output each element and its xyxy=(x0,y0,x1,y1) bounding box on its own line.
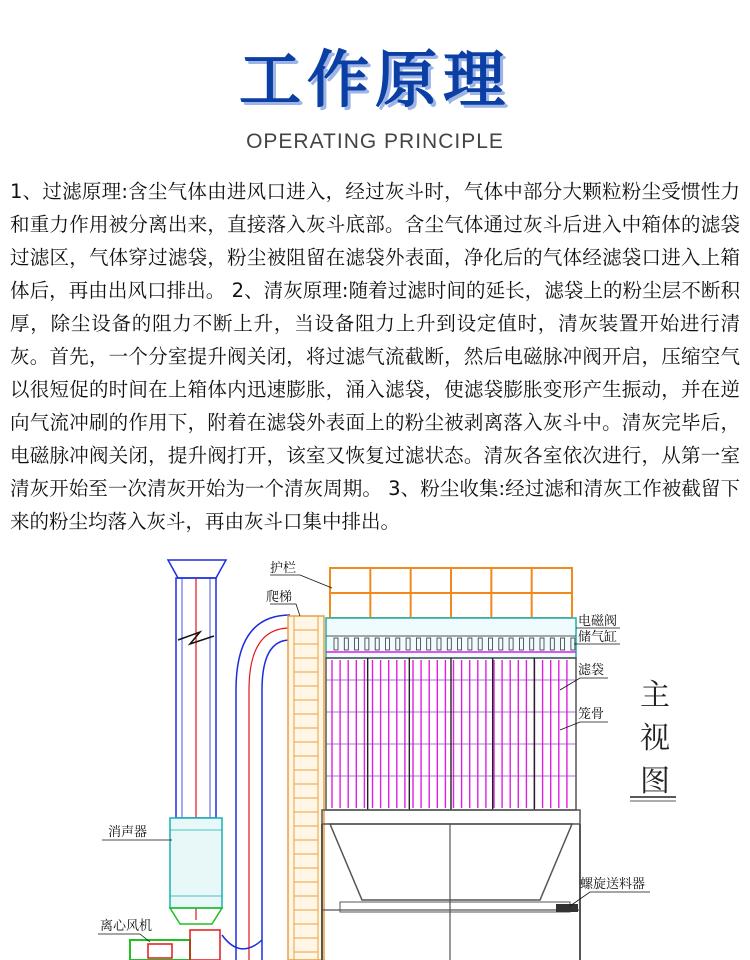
page-title: 工作原理 xyxy=(238,43,511,116)
label-cage: 笼骨 xyxy=(578,707,605,722)
exhaust-stack xyxy=(168,560,226,924)
principle-description: 1、过滤原理:含尘气体由进风口进入，经过灰斗时，气体中部分大颗粒粉尘受惯性力和重力作用被分离出来，直接落入灰斗底部。含尘气体通过灰斗后进入中箱体的滤袋过滤区，气体穿过滤袋，粉尘被阻留在滤袋外表面，净化后的气体经滤袋口进入上箱体后，再由出风口排出。 2、清灰原理:随着过滤时间的延长，滤袋上的粉尘层不断积厚，除尘设备的阻力不断上升，当设备阻力上升到设定值时，清灰装置开始进行清灰。首先，一个分室提升阀关闭，将过滤气流截断，然后电磁脉冲阀开启，压缩空气以很短促的时间在上箱体内迅速膨胀，涌入滤袋，使滤袋膨胀变形产生振动，并在逆向气流冲刷的作用下，附着在滤袋外表面上的粉尘被剥离落入灰斗中。清灰完毕后，电磁脉冲阀关闭，提升阀打开，该室又恢复过滤状态。清灰各室依次进行，从第一室清灰开始至一次清灰开始为一个清灰周期。 3、粉尘收集:经过滤和清灰工作被截留下来的粉尘均落入灰斗，再由灰斗口集中排出。 xyxy=(10,180,740,533)
view-title-char-1: 主 xyxy=(640,678,670,713)
upper-box xyxy=(326,618,576,658)
duct-elbow xyxy=(222,615,290,960)
label-filter-bag: 滤袋 xyxy=(578,663,605,678)
ladder xyxy=(288,616,324,960)
label-air-tank: 储气缸 xyxy=(578,630,618,645)
dust-collector-diagram xyxy=(0,540,750,960)
guardrail xyxy=(330,568,572,618)
label-guardrail: 护栏 xyxy=(270,561,297,576)
label-solenoid-valve: 电磁阀 xyxy=(578,614,618,629)
label-silencer: 消声器 xyxy=(108,825,148,840)
view-title xyxy=(630,678,676,801)
centrifugal-fan xyxy=(130,930,220,960)
view-title-char-2: 视 xyxy=(640,721,670,756)
label-ladder: 爬梯 xyxy=(266,590,293,605)
label-fan: 离心风机 xyxy=(100,919,153,934)
view-title-char-3: 图 xyxy=(640,764,670,799)
filter-chamber xyxy=(326,658,576,810)
page-subtitle: OPERATING PRINCIPLE xyxy=(246,130,504,153)
label-screw-conveyor: 螺旋送料器 xyxy=(580,877,646,892)
hopper-frame xyxy=(322,810,580,960)
